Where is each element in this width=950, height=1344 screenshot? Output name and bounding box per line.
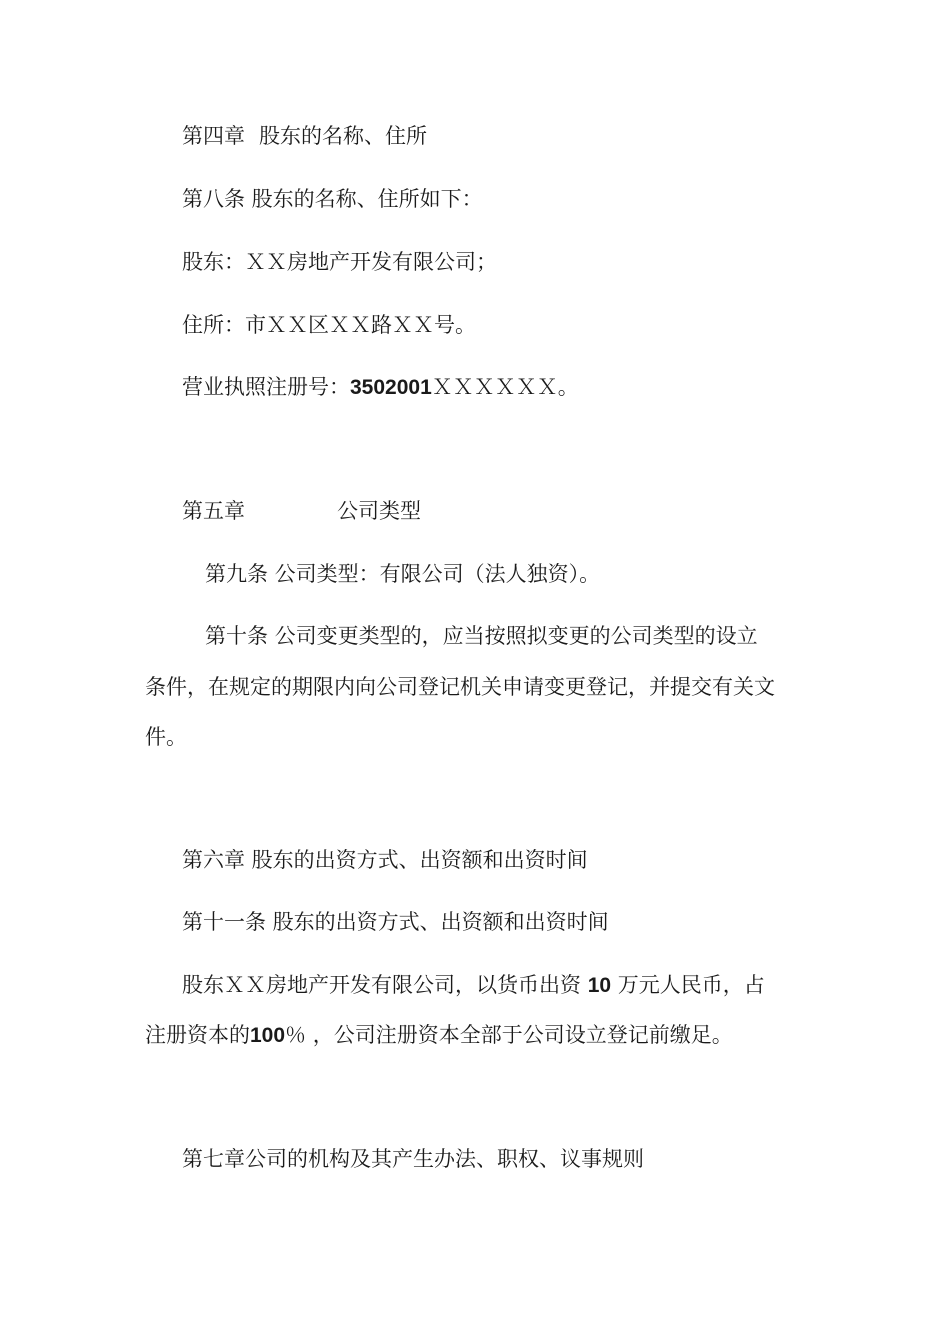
article10-line2: 条件，在规定的期限内向公司登记机关申请变更登记，并提交有关文 [145,675,775,699]
article11-title: 第十一条 股东的出资方式、出资额和出资时间 [182,910,609,934]
contribution-amount: 10 [587,974,612,997]
chapter5-heading-prefix: 第五章 [182,499,245,523]
chapter6-heading: 第六章 股东的出资方式、出资额和出资时间 [182,848,588,872]
article8-title: 第八条 股东的名称、住所如下： [182,187,483,211]
article10-line3: 件。 [145,725,187,749]
license-number-bold: 3502001 [350,376,432,399]
chapter5-heading-title: 公司类型 [337,499,421,523]
capital-text-1: 注册资本的 [145,1023,250,1047]
contribution-text-1: 股东ＸＸ房地产开发有限公司，以货币出资 [182,973,581,997]
chapter4-heading-prefix: 第四章 [182,124,245,148]
article8-license [182,373,579,402]
license-number-rest: ＸＸＸＸＸＸ。 [431,375,579,399]
article10-line1: 第十条 公司变更类型的，应当按照拟变更的公司类型的设立 [205,624,758,648]
chapter7-heading: 第七章公司的机构及其产生办法、职权、议事规则 [182,1147,644,1171]
capital-percent: 100 [250,1024,286,1047]
article8-address: 住所：市ＸＸ区ＸＸ路ＸＸ号。 [182,313,476,337]
article9-text: 第九条 公司类型：有限公司（法人独资）。 [205,562,601,586]
license-label: 营业执照注册号： [182,375,350,399]
article11-paragraph-line1 [182,971,765,1000]
capital-text-2: ％ ，公司注册资本全部于公司设立登记前缴足。 [285,1023,733,1047]
contribution-text-2: 万元人民币，占 [617,973,765,997]
chapter5-heading [182,497,421,525]
article8-shareholder: 股东：ＸＸ房地产开发有限公司； [182,250,497,274]
chapter4-heading-title: 股东的名称、住所 [259,124,427,148]
article11-paragraph-line2 [145,1021,733,1050]
chapter4-heading [182,122,427,150]
